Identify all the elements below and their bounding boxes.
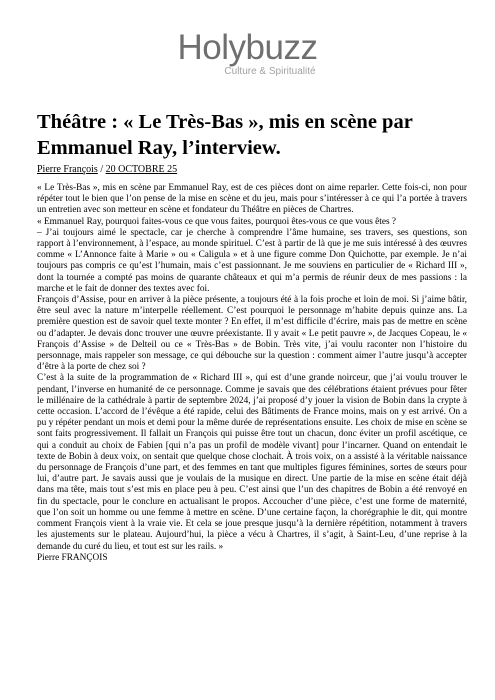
date-link[interactable]: 20 OCTOBRE 25 [105, 164, 178, 175]
site-logo[interactable]: Holybuzz [177, 28, 318, 67]
article-paragraph: – J’ai toujours aimé le spectacle, car je cherche à comprendre l’âme humaine, ses travers, ses questions, son rapport à l’environnement, à l’espace, au monde spirituel. C’est à partir de là que je me suis intéressé à des œuvres comme « L’Annonce faite à Marie » ou « Caligula » et à une figure comme Don Quichotte, par exemple. Je n’ai toujours pas compris ce qu’est l’humain, mais c’est passionnant. Je me souviens en particulier de « Richard III », dont la tournée a compté pas moins de quarante châteaux et qui m’a permis de réunir deux de mes passions : la marche et le fait de donner des textes avec foi. [37, 227, 467, 294]
article-signature: Pierre FRANÇOIS [37, 552, 108, 563]
site-masthead [0, 30, 495, 78]
article-paragraph: C’est à la suite de la programmation de « Richard III », qui est d’une grande noirceur, que j’ai voulu trouver le pendant, l’inverse en humanité de ce personnage. Comme je savais que des célébrations étaient prévues pour fêter le millénaire de la cathédrale à partir de septembre 2024, j’ai proposé d’y jouer la vision de Bobin dans la crypte à cette occasion. L’accord de l’évêque a été rapide, celui des Bâtiments de France moins, mais on y est arrivé. On a pu y répéter pendant un mois et demi pour la même durée de représentations ensuite. Les choix de mise en scène se sont faits progressivement. Il fallait un François qui puisse être tout un chacun, donc éviter un profil ascétique, ce qui a conduit au choix de Fabien [qui n’a pas un profil de modèle vivant] pour l’incarner. Quand on entendait le texte de Bobin à deux voix, on sentait que quelque chose clochait. À trois voix, on a assisté à la véritable naissance du personnage de François d’une part, et des femmes en tant que multiples figures féminines, sortes de sœurs pour lui, d’autre part. Je savais aussi que je voulais de la musique en direct. Une partie de la mise en scène était déjà dans ma tête, mais tout s’est mis en place peu à peu. C’est ainsi que l’un des chapitres de Bobin a été renvoyé en fin du spectacle, pour le conclure en actualisant le propos. Accoucher d’une pièce, c’est une forme de maternité, que l’on soit un homme ou une femme à mettre en scène. D’une certaine façon, la chorégraphie le dit, qui montre comment François vient à la vraie vie. Et cela se joue presque jusqu’à la dernière répétition, notamment à travers les ajustements sur le plateau. Aujourd’hui, la pièce a vécu à Chartres, il s’agit, à Saint-Leu, d’une reprise à la demande du curé du lieu, et tout est sur les rails. » [37, 373, 467, 552]
byline [37, 164, 177, 176]
article-paragraph: François d’Assise, pour en arriver à la pièce présente, a toujours été à la fois proche et loin de moi. Si j’aime bâtir, être seul avec la nature m’interpelle réellement. C’est pourquoi le personnage m’habite depuis quinze ans. La première question est de savoir quel texte monter ? En effet, il m’est difficile d’écrire, mais pas de mettre en scène ou d’adapter. Je devais donc trouver une œuvre préexistante. Il y avait « Le petit pauvre », de Jacques Copeau, le « François d’Assise » de Delteil ou ce « Très-Bas » de Bobin. Très vite, j’ai voulu raconter non l’histoire du personnage, mais rappeler son message, ce qui débouche sur la question : comment aimer l’autre jusqu’à accepter d’être à la porte de chez soi ? [37, 295, 467, 373]
author-link[interactable]: Pierre François [37, 164, 98, 175]
site-tagline: Culture & Spiritualité [224, 66, 316, 77]
article-body [37, 183, 467, 564]
byline-separator: / [97, 164, 106, 175]
article-paragraph: « Le Très-Bas », mis en scène par Emmanuel Ray, est de ces pièces dont on aime reparler. Cette fois-ci, non pour répéter tout le bien que l’on pense de la mise en scène et du jeu, mais pour s’intéresser à ce qui l’a portée à travers un entretien avec son metteur en scène et fondateur du Théâtre en pièces de Chartres. [37, 183, 467, 216]
article-paragraph: « Emmanuel Ray, pourquoi faites-vous ce que vous faites, pourquoi êtes-vous ce que vous êtes ? [37, 216, 397, 227]
article-title: Théâtre : « Le Très-Bas », mis en scène par Emmanuel Ray, l’interview. [37, 111, 413, 159]
